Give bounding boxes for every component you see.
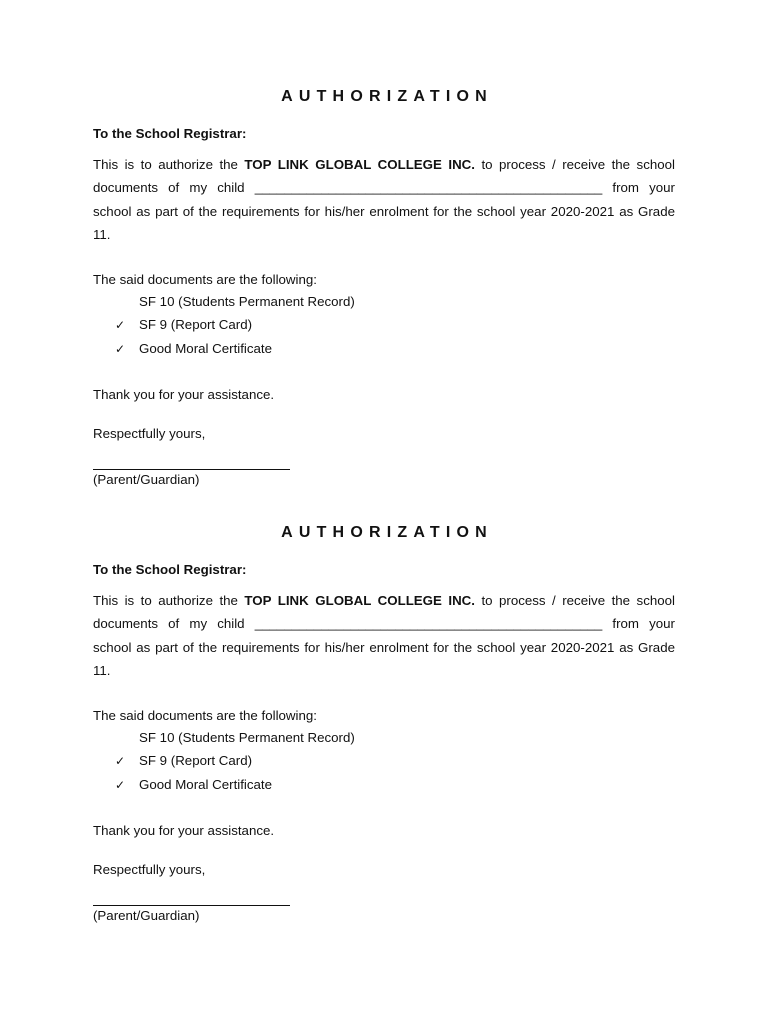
organization-name: TOP LINK GLOBAL COLLEGE INC. (244, 593, 475, 608)
document-item (93, 730, 355, 753)
authorization-paragraph (93, 589, 675, 683)
documents-list (93, 730, 355, 800)
document-item (93, 753, 355, 776)
form-title: AUTHORIZATION (281, 88, 493, 105)
document-label: Good Moral Certificate (139, 340, 273, 356)
documents-intro: The said documents are the following: (93, 272, 317, 287)
thanks-line: Thank you for your assistance. (93, 387, 275, 402)
signature-line (93, 905, 290, 906)
closing-line: Respectfully yours, (93, 426, 206, 441)
document-label: Good Moral Certificate (139, 776, 273, 792)
child-name-blank: _______________________________________________ (254, 180, 603, 196)
document-label: SF 10 (Students Permanent Record) (139, 730, 355, 745)
closing-line: Respectfully yours, (93, 862, 206, 877)
paragraph-end: from your school as part of the requirements for his/her enrolment for the school year 2020-2021 as Grade 11. (93, 616, 675, 679)
document-label: SF 10 (Students Permanent Record) (139, 294, 355, 309)
authorization-form-2 (93, 522, 675, 923)
greeting: To the School Registrar: (93, 562, 247, 577)
document-item (93, 777, 355, 800)
check-icon: ✓ (115, 754, 126, 769)
paragraph-middle: to process / receive the school documents of my child (93, 593, 675, 632)
paragraph-end: from your school as part of the requirements for his/her enrolment for the school year 2020-2021 as Grade 11. (93, 180, 675, 243)
check-icon: ✓ (115, 318, 126, 333)
document-label: SF 9 (Report Card) (139, 317, 253, 333)
document-label: SF 9 (Report Card) (139, 753, 253, 769)
paragraph-middle: to process / receive the school documents of my child (93, 157, 675, 196)
documents-list (93, 294, 355, 364)
child-name-blank: _______________________________________________ (254, 616, 603, 632)
authorization-paragraph (93, 153, 675, 247)
check-icon: ✓ (115, 777, 126, 792)
thanks-line: Thank you for your assistance. (93, 823, 275, 838)
check-icon: ✓ (115, 341, 126, 356)
paragraph-intro: This is to authorize the (93, 593, 245, 608)
documents-intro: The said documents are the following: (93, 708, 317, 723)
document-item (93, 341, 355, 364)
document-item (93, 317, 355, 340)
signature-label: (Parent/Guardian) (93, 908, 200, 923)
authorization-form-1 (93, 86, 675, 487)
signature-line (93, 469, 290, 470)
greeting: To the School Registrar: (93, 126, 247, 141)
paragraph-intro: This is to authorize the (93, 157, 245, 172)
form-title: AUTHORIZATION (281, 524, 493, 541)
organization-name: TOP LINK GLOBAL COLLEGE INC. (244, 157, 475, 172)
document-item (93, 294, 355, 317)
signature-label: (Parent/Guardian) (93, 472, 200, 487)
